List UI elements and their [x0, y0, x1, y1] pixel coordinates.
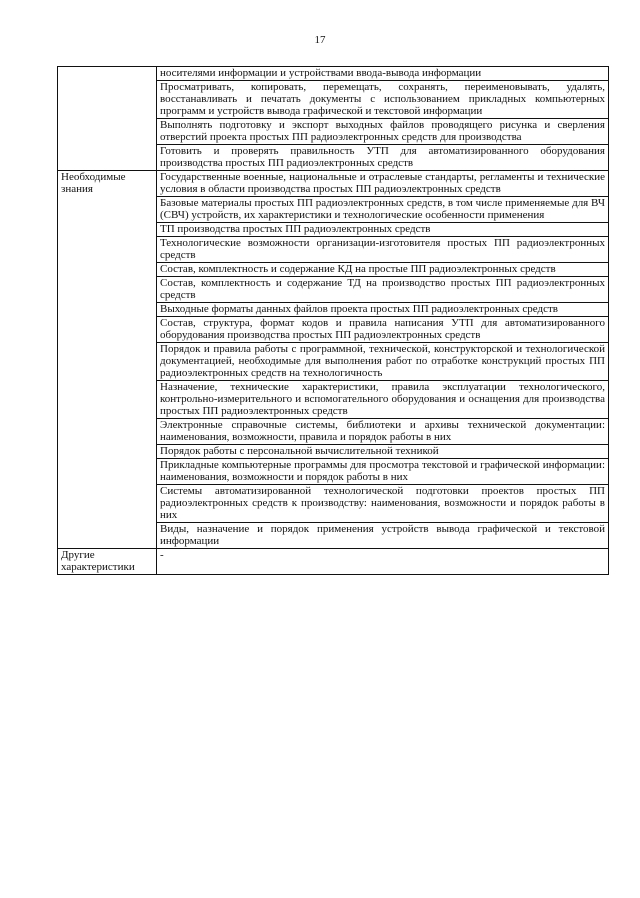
requirement-item: Состав, комплектность и содержание КД на простые ПП радиоэлектронных средств [157, 263, 609, 277]
requirement-item: Просматривать, копировать, перемещать, сохранять, переименовывать, удалять, восстанавливать и печатать документы с использованием прикладных компьютерных программ и устройств вывода графической и текстовой информации [157, 81, 609, 119]
requirement-item: Технологические возможности организации-изготовителя простых ПП радиоэлектронных средств [157, 237, 609, 263]
requirement-item: Состав, структура, формат кодов и правила написания УТП для автоматизированного оборудования производства простых ПП радиоэлектронных средств [157, 317, 609, 343]
section-label [58, 67, 157, 171]
requirement-item: Виды, назначение и порядок применения устройств вывода графической и текстовой информации [157, 523, 609, 549]
section-label: Необходимые знания [58, 171, 157, 549]
requirement-item: - [157, 549, 609, 575]
requirement-item: носителями информации и устройствами ввода-вывода информации [157, 67, 609, 81]
requirements-table-body [58, 67, 609, 575]
table-row [58, 67, 609, 81]
requirement-item: Готовить и проверять правильность УТП для автоматизированного оборудования производства простых ПП радиоэлектронных средств [157, 145, 609, 171]
page-number: 17 [314, 34, 326, 46]
section-label: Другие характеристики [58, 549, 157, 575]
requirement-item: Выходные форматы данных файлов проекта простых ПП радиоэлектронных средств [157, 303, 609, 317]
requirement-item: Назначение, технические характеристики, правила эксплуатации технологического, контрольно-измерительного и вспомогательного оборудования и оснащения для производства простых ПП радиоэлектронных средств [157, 381, 609, 419]
requirement-item: Порядок работы с персональной вычислительной техникой [157, 445, 609, 459]
requirement-item: Базовые материалы простых ПП радиоэлектронных средств, в том числе применяемые для ВЧ (СВЧ) устройств, их характеристики и технологические особенности применения [157, 197, 609, 223]
requirements-table [57, 66, 609, 575]
table-row [58, 549, 609, 575]
requirement-item: Порядок и правила работы с программной, технической, конструкторской и технологической документацией, необходимые для выполнения работ по отработке конструкций простых ПП радиоэлектронных средств на технологичность [157, 343, 609, 381]
requirement-item: Системы автоматизированной технологической подготовки проектов простых ПП радиоэлектронных средств к производству: наименования, возможности и порядок работы в них [157, 485, 609, 523]
requirement-item: Электронные справочные системы, библиотеки и архивы технической документации: наименования, возможности, правила и порядок работы в них [157, 419, 609, 445]
requirement-item: Прикладные компьютерные программы для просмотра текстовой и графической информации: наименования, возможности и порядок работы в них [157, 459, 609, 485]
table-row [58, 171, 609, 197]
requirement-item: Выполнять подготовку и экспорт выходных файлов проводящего рисунка и сверления отверстий проекта простых ПП радиоэлектронных средств для производства [157, 119, 609, 145]
requirement-item: Состав, комплектность и содержание ТД на производство простых ПП радиоэлектронных средств [157, 277, 609, 303]
requirement-item: Государственные военные, национальные и отраслевые стандарты, регламенты и технические условия в области производства простых ПП радиоэлектронных средств [157, 171, 609, 197]
requirement-item: ТП производства простых ПП радиоэлектронных средств [157, 223, 609, 237]
